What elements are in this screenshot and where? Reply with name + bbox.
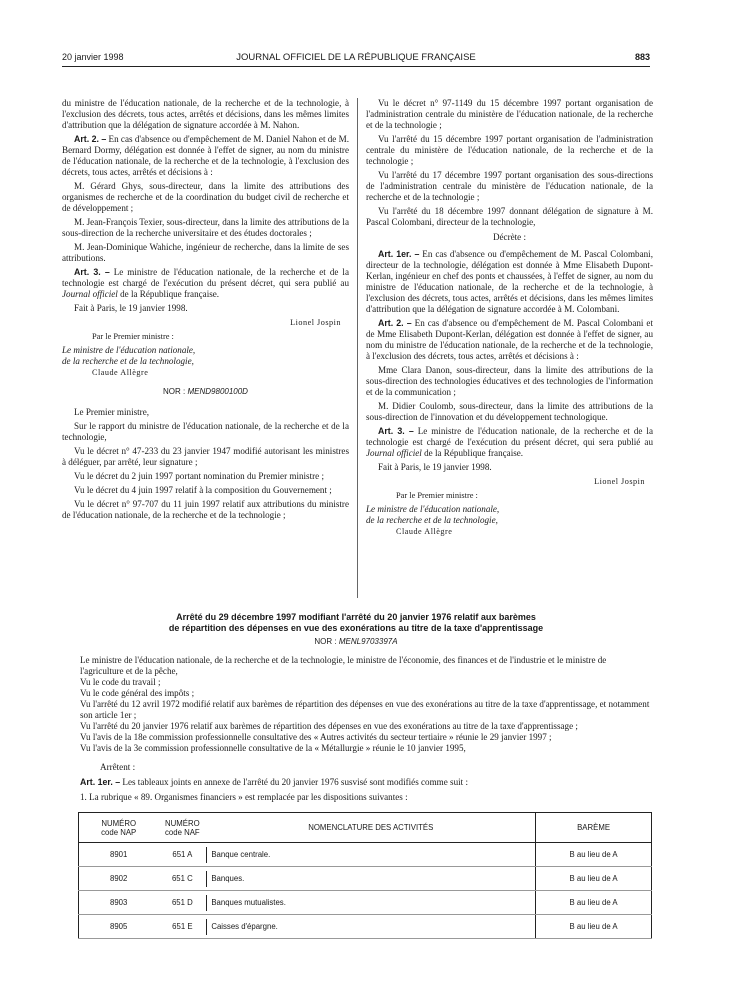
article-label: Art. 3. –: [378, 426, 414, 436]
table-row: 8901 651 A Banque centrale. B au lieu de A: [79, 843, 652, 867]
minister-title: de la recherche et de la technologie,: [366, 515, 498, 525]
right-column: [366, 98, 653, 540]
minister-name: Claude Allègre: [92, 368, 149, 377]
column-header: NUMÉRO code NAF: [158, 813, 206, 843]
article-label: Art. 3. –: [74, 267, 110, 277]
signatory: Lionel Jospin: [594, 477, 645, 486]
fait-line: Fait à Paris, le 19 janvier 1998.: [74, 303, 188, 313]
paragraph: Le ministre de l'éducation nationale, de la recherche et de la technologie, le ministre de l'économie, des finances et de l'industrie et le ministre de l'agriculture et de la pêche,: [80, 655, 607, 676]
paragraph: Vu l'arrêté du 18 décembre 1997 donnant délégation de signature à M. Pascal Colombani, directeur de la technologie,: [366, 206, 653, 227]
paragraph: Vu le code général des impôts ;: [80, 688, 195, 698]
paragraph: Vu l'arrêté du 17 décembre 1997 portant organisation des sous-directions de l'administration centrale du ministère de l'éducation nationale, de la recherche et de la technologie ;: [366, 170, 653, 202]
paragraph: Vu le décret n° 97-1149 du 15 décembre 1997 portant organisation de l'administration centrale du ministère de l'éducation nationale, de la recherche et de la technologie ;: [366, 98, 653, 130]
table-row: 8903 651 D Banques mutualistes. B au lieu de A: [79, 891, 652, 915]
arrete-body: [80, 655, 652, 803]
paragraph: M. Jean-Dominique Wahiche, ingénieur de recherche, dans la limite de ses attributions.: [62, 242, 349, 263]
article-label: Art. 1er. –: [80, 777, 121, 787]
nor-reference: NOR : MEND9800100D: [163, 387, 248, 396]
minister-title: de la recherche et de la technologie,: [62, 356, 194, 366]
article-3: Art. 3. – Le ministre de l'éducation nationale, de la recherche et de la technologie est chargé de l'exécution du présent décret, qui sera publié au Journal officiel de la République française.: [62, 267, 349, 299]
signatory: Lionel Jospin: [290, 318, 341, 327]
minister-name: Claude Allègre: [396, 527, 453, 536]
decrete: Décrète :: [492, 232, 527, 242]
page-header: [62, 52, 650, 66]
header-date: 20 janvier 1998: [62, 52, 124, 62]
column-header: BARÈME: [536, 813, 652, 843]
paragraph: M. Jean-François Texier, sous-directeur, dans la limite des attributions de la sous-direction de la recherche universitaire et des études doctorales ;: [62, 217, 349, 238]
arrete-title: Arrêté du 29 décembre 1997 modifiant l'arrêté du 20 janvier 1976 relatif aux barèmes de répartition des dépenses en vue des exonérations au titre de la taxe d'apprentissage: [168, 612, 544, 633]
paragraph: Le Premier ministre,: [74, 407, 150, 417]
left-column: [62, 98, 349, 524]
paragraph: Sur le rapport du ministre de l'éducation nationale, de la recherche et de la technologie,: [62, 421, 349, 442]
column-header: NOMENCLATURE DES ACTIVITÉS: [206, 813, 535, 843]
article-1: Art. 1er. – En cas d'absence ou d'empêchement de M. Pascal Colombani, directeur de la technologie, délégation est donnée à Mme Elisabeth Dupont-Kerlan, ingénieur en chef des ponts et chaussées, à l'effet de signer, au nom du ministre de l'éducation nationale, de la recherche et de la technologie, à l'exclusion des décrets, tous actes, arrêtés et décisions, dans les mêmes limites d'attribution que la délégation de signature accordée à M. Colombani.: [366, 249, 653, 314]
arretent: Arrêtent :: [100, 762, 136, 772]
minister-title: Le ministre de l'éducation nationale,: [366, 504, 500, 514]
paragraph: Vu l'arrêté du 20 janvier 1976 relatif aux barèmes de répartition des dépenses en vue des exonérations au titre de la taxe d'apprentissage ;: [80, 721, 578, 731]
paragraph: Vu le décret du 4 juin 1997 relatif à la composition du Gouvernement ;: [74, 485, 332, 495]
paragraph: du ministre de l'éducation nationale, de la recherche et de la technologie, à l'exclusion des décrets, tous actes, arrêtés et décisions, dans les mêmes limites d'attribution que la délégation de signature accordée à M. Nahon.: [62, 98, 349, 130]
nor-reference: NOR : MENL9703397A: [314, 637, 398, 646]
paragraph: Vu l'arrêté du 15 décembre 1997 portant organisation de l'administration centrale du ministère de l'éducation nationale, de la recherche et de la technologie ;: [366, 134, 653, 166]
par-premier: Par le Premier ministre :: [92, 332, 174, 341]
article-2: Art. 2. – En cas d'absence ou d'empêchement de M. Pascal Colombani et de Mme Elisabeth Dupont-Kerlan, délégation est donnée à l'effet de signer, au nom du ministre de l'éducation nationale, de la recherche et de la technologie, à l'exclusion des décrets, tous actes, arrêtés et décisions à :: [366, 318, 653, 361]
par-premier: Par le Premier ministre :: [396, 491, 478, 500]
table-row: 8905 651 E Caisses d'épargne. B au lieu de A: [79, 915, 652, 939]
paragraph: Vu le décret n° 97-707 du 11 juin 1997 relatif aux attributions du ministre de l'éducation nationale, de la recherche et de la technologie ;: [62, 499, 349, 520]
page-number: 883: [634, 52, 650, 62]
table-row: 8902 651 C Banques. B au lieu de A: [79, 867, 652, 891]
paragraph: Vu le décret du 2 juin 1997 portant nomination du Premier ministre ;: [74, 471, 324, 481]
journal-title: JOURNAL OFFICIEL DE LA RÉPUBLIQUE FRANÇAISE: [236, 52, 476, 63]
column-header: NUMÉRO code NAP: [79, 813, 159, 843]
paragraph: Vu le décret n° 47-233 du 23 janvier 1947 modifié autorisant les ministres à déléguer, par arrêté, leur signature ;: [62, 446, 349, 467]
article-label: Art. 2. –: [378, 318, 412, 328]
fait-line: Fait à Paris, le 19 janvier 1998.: [378, 462, 492, 472]
article-label: Art. 2. –: [74, 134, 107, 144]
paragraph: Vu l'avis de la 3e commission professionnelle consultative de la « Métallurgie » réunie le 10 janvier 1995,: [80, 743, 466, 753]
column-divider: [357, 98, 358, 598]
paragraph: M. Gérard Ghys, sous-directeur, dans la limite des attributions des organismes de recherche et de la coordination du budget civil de recherche et de développement ;: [62, 181, 349, 213]
minister-title: Le ministre de l'éducation nationale,: [62, 345, 196, 355]
paragraph: Vu l'arrêté du 12 avril 1972 modifié relatif aux barèmes de répartition des dépenses en vue des exonérations au titre de la taxe d'apprentissage, et notamment son article 1er ;: [80, 699, 650, 720]
article-1: Art. 1er. – Les tableaux joints en annexe de l'arrêté du 20 janvier 1976 susvisé sont modifiés comme suit :: [80, 777, 468, 787]
paragraph: Vu l'avis de la 18e commission professionnelle consultative des « Autres activités du secteur tertiaire » réunie le 29 janvier 1997 ;: [80, 732, 552, 742]
article-2: Art. 2. – En cas d'absence ou d'empêchement de M. Daniel Nahon et de M. Bernard Dormy, délégation est donnée à l'effet de signer, au nom du ministre de l'éducation nationale, de la recherche et de la technologie, à l'exclusion des décrets, tous actes, arrêtés et décisions à :: [62, 134, 349, 177]
paragraph: Vu le code du travail ;: [80, 677, 161, 687]
paragraph: 1. La rubrique « 89. Organismes financiers » est remplacée par les dispositions suivantes :: [80, 792, 408, 802]
paragraph: Mme Clara Danon, sous-directeur, dans la limite des attributions de la sous-direction des technologies éducatives et des technologies de l'information et de la communication ;: [366, 365, 653, 397]
header-rule: [62, 66, 650, 67]
table-header-row: [79, 813, 652, 843]
paragraph: M. Didier Coulomb, sous-directeur, dans la limite des attributions de la sous-direction de l'innovation et du développement technologique.: [366, 401, 653, 422]
article-3: Art. 3. – Le ministre de l'éducation nationale, de la recherche et de la technologie est chargé de l'exécution du présent décret, qui sera publié au Journal officiel de la République française.: [366, 426, 653, 458]
article-label: Art. 1er. –: [378, 249, 420, 259]
nomenclature-table: [78, 812, 652, 939]
